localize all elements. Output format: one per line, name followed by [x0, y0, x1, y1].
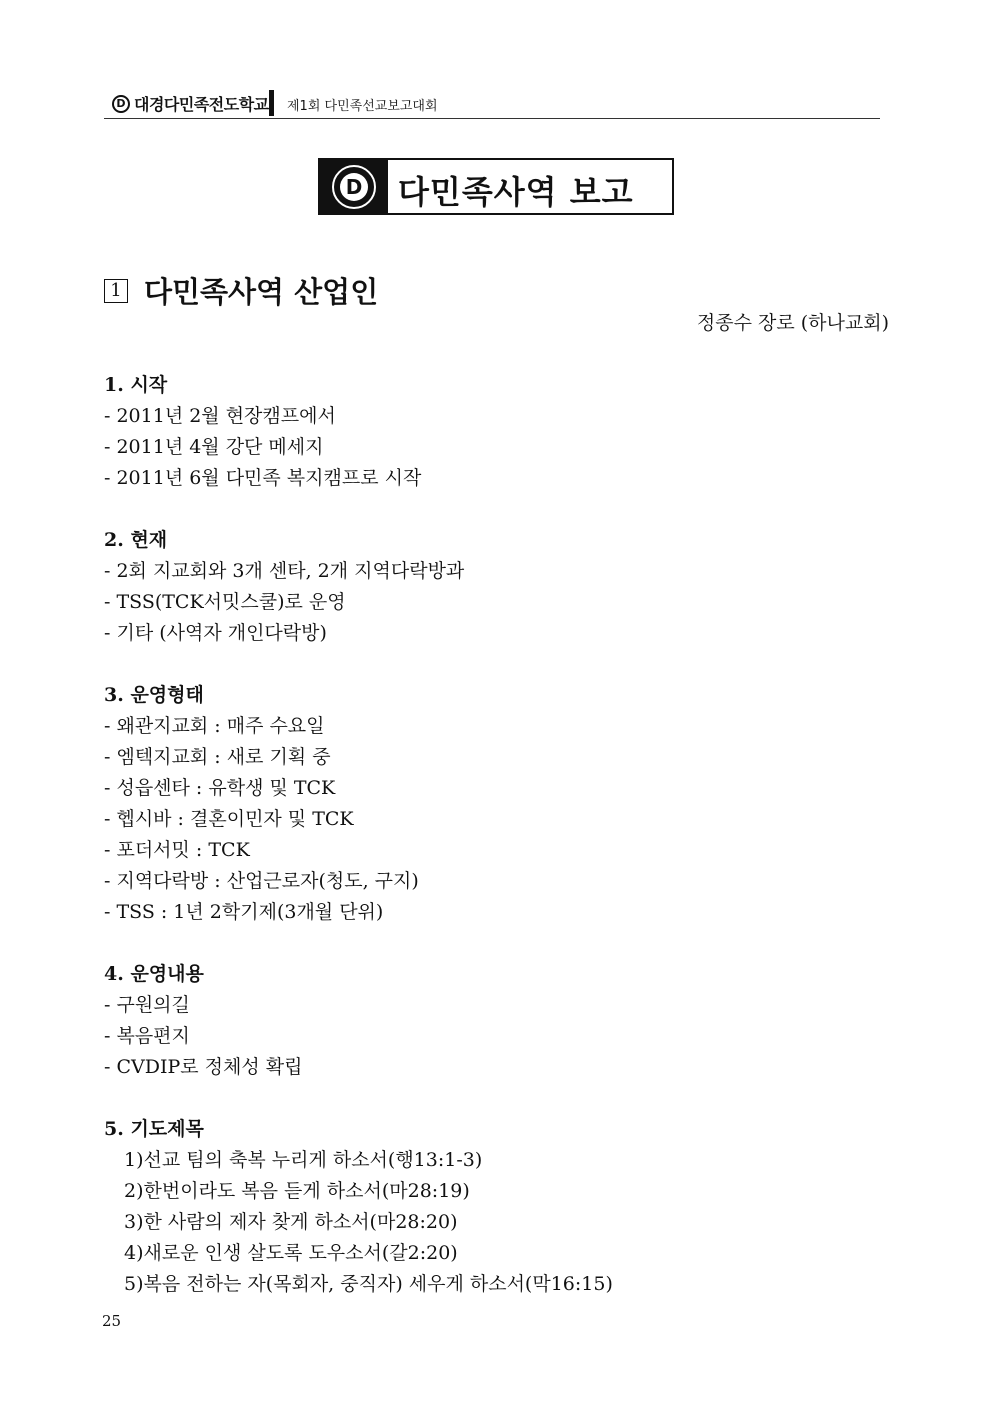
- prayer-item: 4)새로운 인생 살도록 도우소서(갈2:20): [124, 1242, 458, 1264]
- list-item: - 포더서밋 : TCK: [104, 839, 250, 861]
- block-heading: 5. 기도제목: [104, 1118, 204, 1140]
- header-rule: [104, 118, 880, 119]
- school-logo: [112, 92, 269, 115]
- title-box: [318, 158, 674, 215]
- report-title: 다민족사역 보고: [398, 173, 634, 211]
- list-item: - 복음편지: [104, 1025, 190, 1047]
- prayer-item: 3)한 사람의 제자 찾게 하소서(마28:20): [124, 1211, 458, 1233]
- list-item: - 헵시바 : 결혼이민자 및 TCK: [104, 808, 354, 830]
- emblem-icon: [328, 164, 380, 210]
- list-item: - TSS(TCK서밋스쿨)로 운영: [104, 591, 346, 613]
- list-item: - 2011년 6월 다민족 복지캠프로 시작: [104, 467, 422, 489]
- list-item: - 2회 지교회와 3개 센타, 2개 지역다락방과: [104, 560, 465, 582]
- list-item: - 2011년 2월 현장캠프에서: [104, 405, 336, 427]
- report-content: [104, 370, 894, 1300]
- list-item: - 엠텍지교회 : 새로 기획 중: [104, 746, 331, 768]
- school-logo-icon: D: [112, 95, 130, 113]
- block-heading: 3. 운영형태: [104, 684, 204, 706]
- block-heading: 1. 시작: [104, 374, 168, 396]
- list-item: - 지역다락방 : 산업근로자(청도, 구지): [104, 870, 419, 892]
- list-item: - CVDIP로 정체성 확립: [104, 1056, 303, 1078]
- section-title-text: 다민족사역 산업인: [144, 275, 379, 309]
- page-header: [104, 88, 880, 120]
- list-item: - 성읍센타 : 유학생 및 TCK: [104, 777, 336, 799]
- page-number: 25: [102, 1312, 122, 1330]
- block-heading: 4. 운영내용: [104, 963, 204, 985]
- list-item: - 2011년 4월 강단 메세지: [104, 436, 324, 458]
- list-item: - 왜관지교회 : 매주 수요일: [104, 715, 325, 737]
- svg-text:D: D: [345, 174, 363, 199]
- header-divider: [269, 90, 274, 116]
- author: 정종수 장로 (하나교회): [696, 312, 889, 334]
- list-item: - 구원의길: [104, 994, 190, 1016]
- list-item: - TSS : 1년 2학기제(3개월 단위): [104, 901, 384, 923]
- list-item: - 기타 (사역자 개인다락방): [104, 622, 327, 644]
- section-title: [104, 270, 378, 311]
- prayer-item: 5)복음 전하는 자(목회자, 중직자) 세우게 하소서(막16:15): [124, 1273, 613, 1295]
- school-name: 대경다민족전도학교: [134, 95, 269, 114]
- section-number: 1: [104, 279, 128, 303]
- prayer-item: 2)한번이라도 복음 듣게 하소서(마28:19): [124, 1180, 470, 1202]
- title-logo: [320, 160, 388, 213]
- prayer-item: 1)선교 팀의 축복 누리게 하소서(행13:1-3): [124, 1149, 483, 1171]
- conference-name: 제1회 다민족선교보고대회: [287, 99, 438, 114]
- block-heading: 2. 현재: [104, 529, 168, 551]
